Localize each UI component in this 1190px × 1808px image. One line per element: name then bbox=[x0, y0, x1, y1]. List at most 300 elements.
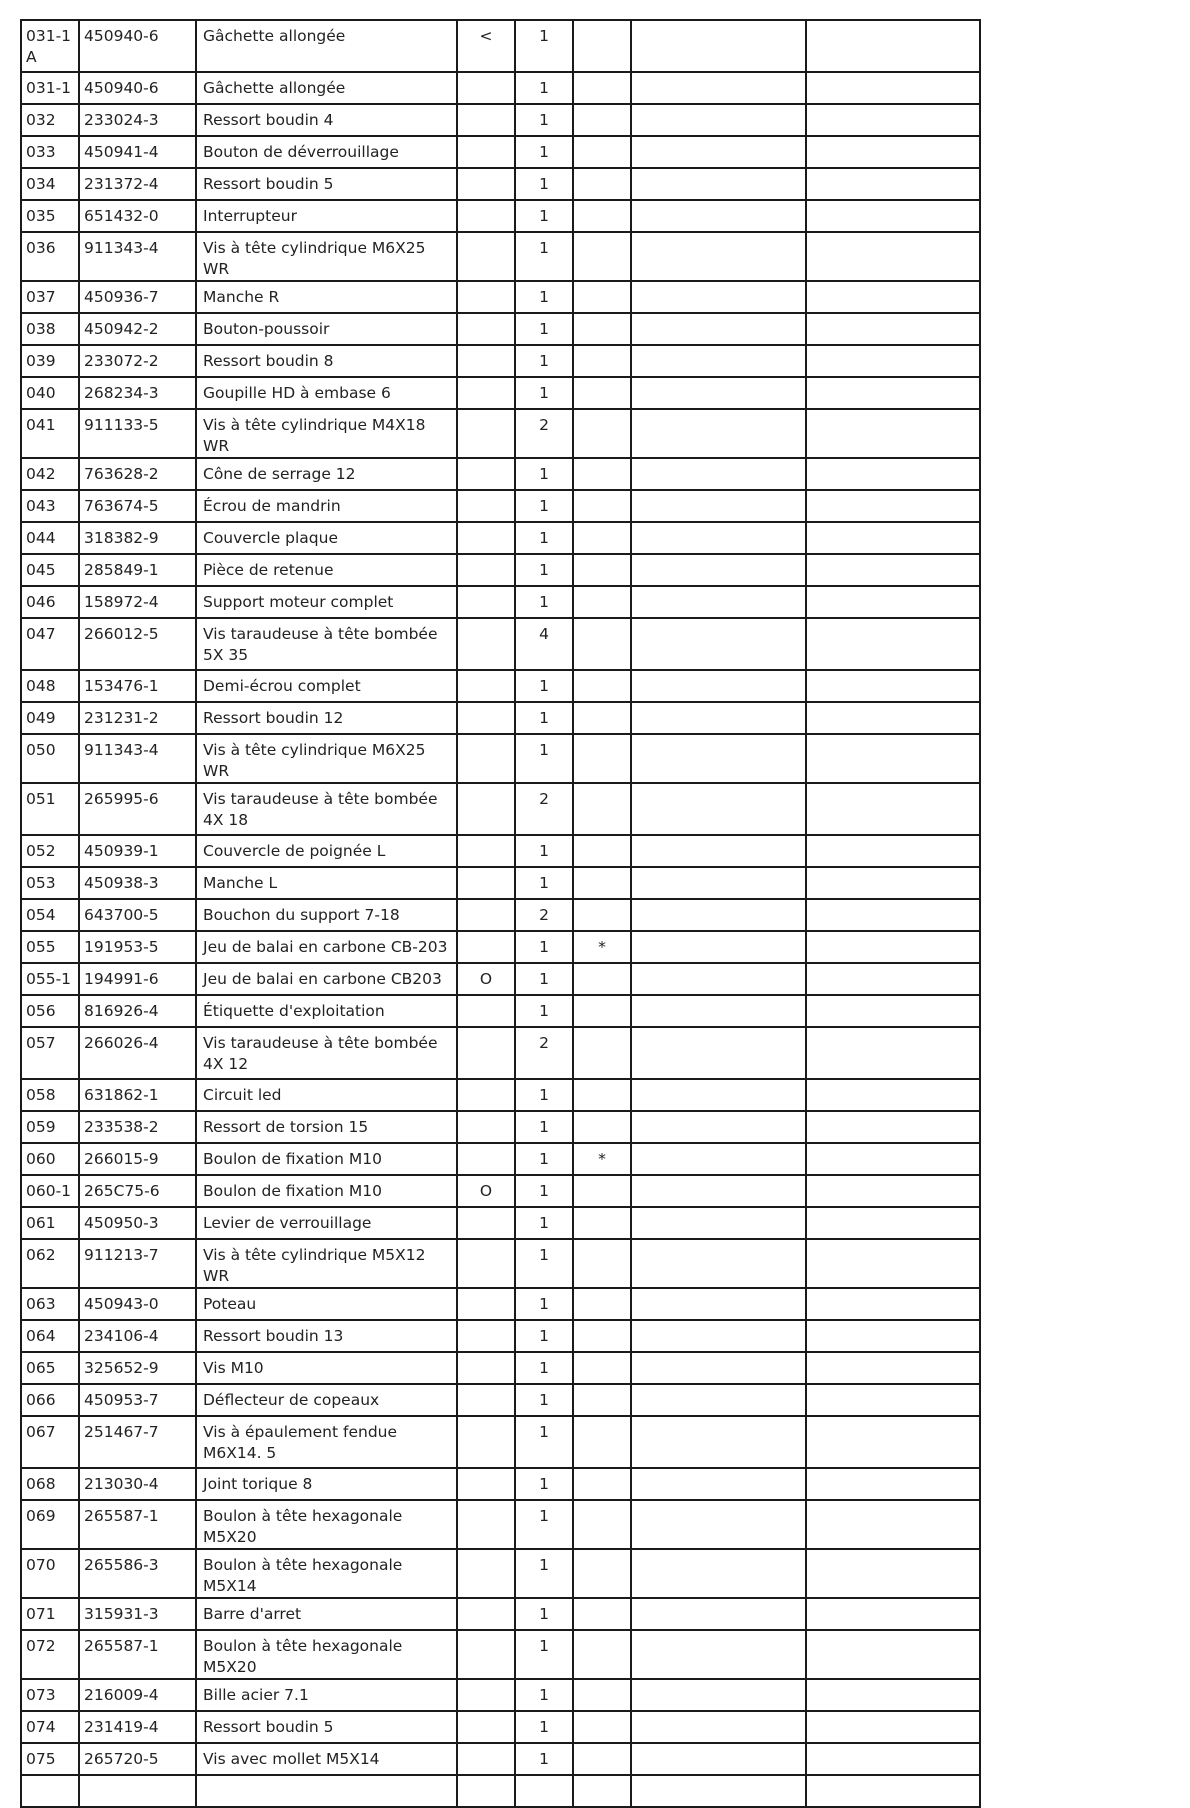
blank-cell bbox=[631, 1598, 806, 1630]
marker-cell bbox=[457, 1598, 515, 1630]
note-cell bbox=[573, 20, 631, 72]
quantity-cell: 1 bbox=[515, 200, 573, 232]
blank-cell bbox=[631, 409, 806, 458]
table-row bbox=[21, 232, 980, 281]
item-number-cell: 066 bbox=[21, 1384, 79, 1416]
table-row bbox=[21, 409, 980, 458]
table-row bbox=[21, 995, 980, 1027]
quantity-cell: 1 bbox=[515, 931, 573, 963]
item-number-cell: 056 bbox=[21, 995, 79, 1027]
table-row bbox=[21, 670, 980, 702]
blank-cell bbox=[806, 835, 980, 867]
description-cell: Boulon à tête hexagonale M5X20 bbox=[196, 1630, 457, 1679]
item-number-cell: 062 bbox=[21, 1239, 79, 1288]
blank-cell bbox=[631, 783, 806, 835]
blank-cell bbox=[806, 1500, 980, 1549]
marker-cell bbox=[457, 1207, 515, 1239]
blank-cell bbox=[806, 1630, 980, 1679]
note-cell bbox=[573, 670, 631, 702]
blank-cell bbox=[631, 281, 806, 313]
quantity-cell: 2 bbox=[515, 783, 573, 835]
note-cell bbox=[573, 995, 631, 1027]
table-row bbox=[21, 963, 980, 995]
part-number-cell: 763628-2 bbox=[79, 458, 196, 490]
blank-cell bbox=[806, 20, 980, 72]
table-row bbox=[21, 522, 980, 554]
description-cell: Manche L bbox=[196, 867, 457, 899]
quantity-cell: 1 bbox=[515, 104, 573, 136]
marker-cell bbox=[457, 931, 515, 963]
marker-cell bbox=[457, 586, 515, 618]
table-row bbox=[21, 1239, 980, 1288]
item-number-cell: 045 bbox=[21, 554, 79, 586]
description-cell bbox=[196, 1775, 457, 1807]
part-number-cell bbox=[79, 1775, 196, 1807]
part-number-cell: 213030-4 bbox=[79, 1468, 196, 1500]
quantity-cell: 1 bbox=[515, 136, 573, 168]
quantity-cell: 1 bbox=[515, 1079, 573, 1111]
blank-cell bbox=[631, 586, 806, 618]
marker-cell bbox=[457, 281, 515, 313]
table-row bbox=[21, 1175, 980, 1207]
blank-cell bbox=[806, 1175, 980, 1207]
blank-cell bbox=[631, 1207, 806, 1239]
marker-cell bbox=[457, 458, 515, 490]
item-number-cell: 055-1 bbox=[21, 963, 79, 995]
blank-cell bbox=[806, 1711, 980, 1743]
part-number-cell: 450936-7 bbox=[79, 281, 196, 313]
blank-cell bbox=[806, 377, 980, 409]
note-cell bbox=[573, 835, 631, 867]
marker-cell bbox=[457, 345, 515, 377]
part-number-cell: 194991-6 bbox=[79, 963, 196, 995]
table-row bbox=[21, 931, 980, 963]
table-row bbox=[21, 1111, 980, 1143]
marker-cell bbox=[457, 835, 515, 867]
parts-table bbox=[20, 19, 981, 1808]
note-cell bbox=[573, 281, 631, 313]
table-row bbox=[21, 618, 980, 670]
marker-cell bbox=[457, 1352, 515, 1384]
blank-cell bbox=[631, 136, 806, 168]
note-cell bbox=[573, 1743, 631, 1775]
blank-cell bbox=[631, 670, 806, 702]
part-number-cell: 911213-7 bbox=[79, 1239, 196, 1288]
part-number-cell: 631862-1 bbox=[79, 1079, 196, 1111]
note-cell bbox=[573, 1207, 631, 1239]
item-number-cell: 050 bbox=[21, 734, 79, 783]
blank-cell bbox=[806, 931, 980, 963]
note-cell bbox=[573, 554, 631, 586]
blank-cell bbox=[631, 1549, 806, 1598]
marker-cell bbox=[457, 1630, 515, 1679]
quantity-cell: 1 bbox=[515, 1468, 573, 1500]
table-row bbox=[21, 1207, 980, 1239]
note-cell bbox=[573, 783, 631, 835]
item-number-cell: 068 bbox=[21, 1468, 79, 1500]
description-cell: Vis taraudeuse à tête bombée 4X 18 bbox=[196, 783, 457, 835]
blank-cell bbox=[806, 963, 980, 995]
quantity-cell: 1 bbox=[515, 168, 573, 200]
blank-cell bbox=[806, 783, 980, 835]
item-number-cell: 058 bbox=[21, 1079, 79, 1111]
note-cell bbox=[573, 345, 631, 377]
part-number-cell: 911133-5 bbox=[79, 409, 196, 458]
marker-cell bbox=[457, 1775, 515, 1807]
blank-cell bbox=[631, 1384, 806, 1416]
table-row bbox=[21, 345, 980, 377]
note-cell bbox=[573, 1500, 631, 1549]
blank-cell bbox=[631, 734, 806, 783]
blank-cell bbox=[631, 1711, 806, 1743]
marker-cell bbox=[457, 1711, 515, 1743]
note-cell bbox=[573, 899, 631, 931]
blank-cell bbox=[806, 1775, 980, 1807]
blank-cell bbox=[806, 281, 980, 313]
blank-cell bbox=[631, 377, 806, 409]
blank-cell bbox=[631, 20, 806, 72]
description-cell: Vis à tête cylindrique M5X12 WR bbox=[196, 1239, 457, 1288]
marker-cell bbox=[457, 618, 515, 670]
marker-cell bbox=[457, 670, 515, 702]
marker-cell: O bbox=[457, 963, 515, 995]
table-row bbox=[21, 281, 980, 313]
part-number-cell: 265720-5 bbox=[79, 1743, 196, 1775]
description-cell: Bille acier 7.1 bbox=[196, 1679, 457, 1711]
marker-cell bbox=[457, 1549, 515, 1598]
table-row bbox=[21, 377, 980, 409]
quantity-cell: 1 bbox=[515, 1711, 573, 1743]
part-number-cell: 450940-6 bbox=[79, 72, 196, 104]
part-number-cell: 234106-4 bbox=[79, 1320, 196, 1352]
note-cell bbox=[573, 313, 631, 345]
blank-cell bbox=[631, 1143, 806, 1175]
item-number-cell: 073 bbox=[21, 1679, 79, 1711]
description-cell: Ressort boudin 5 bbox=[196, 1711, 457, 1743]
table-row bbox=[21, 168, 980, 200]
quantity-cell: 1 bbox=[515, 1175, 573, 1207]
blank-cell bbox=[631, 345, 806, 377]
note-cell bbox=[573, 72, 631, 104]
note-cell bbox=[573, 1079, 631, 1111]
part-number-cell: 763674-5 bbox=[79, 490, 196, 522]
description-cell: Jeu de balai en carbone CB-203 bbox=[196, 931, 457, 963]
blank-cell bbox=[806, 1320, 980, 1352]
description-cell: Bouton-poussoir bbox=[196, 313, 457, 345]
part-number-cell: 816926-4 bbox=[79, 995, 196, 1027]
part-number-cell: 158972-4 bbox=[79, 586, 196, 618]
marker-cell bbox=[457, 1239, 515, 1288]
blank-cell bbox=[806, 1143, 980, 1175]
note-cell bbox=[573, 200, 631, 232]
item-number-cell: 036 bbox=[21, 232, 79, 281]
note-cell bbox=[573, 458, 631, 490]
marker-cell bbox=[457, 1500, 515, 1549]
item-number-cell: 061 bbox=[21, 1207, 79, 1239]
part-number-cell: 315931-3 bbox=[79, 1598, 196, 1630]
blank-cell bbox=[631, 1352, 806, 1384]
table-row bbox=[21, 136, 980, 168]
note-cell bbox=[573, 867, 631, 899]
table-row bbox=[21, 104, 980, 136]
blank-cell bbox=[631, 1175, 806, 1207]
marker-cell bbox=[457, 783, 515, 835]
note-cell bbox=[573, 586, 631, 618]
item-number-cell: 069 bbox=[21, 1500, 79, 1549]
table-row bbox=[21, 783, 980, 835]
table-row bbox=[21, 313, 980, 345]
blank-cell bbox=[806, 1679, 980, 1711]
part-number-cell: 265C75-6 bbox=[79, 1175, 196, 1207]
part-number-cell: 268234-3 bbox=[79, 377, 196, 409]
blank-cell bbox=[631, 1416, 806, 1468]
note-cell bbox=[573, 104, 631, 136]
part-number-cell: 265587-1 bbox=[79, 1500, 196, 1549]
marker-cell bbox=[457, 1679, 515, 1711]
description-cell: Couvercle de poignée L bbox=[196, 835, 457, 867]
table-row bbox=[21, 586, 980, 618]
table-row bbox=[21, 1143, 980, 1175]
item-number-cell: 031-1 bbox=[21, 72, 79, 104]
item-number-cell: 038 bbox=[21, 313, 79, 345]
quantity-cell: 1 bbox=[515, 345, 573, 377]
quantity-cell: 1 bbox=[515, 1384, 573, 1416]
note-cell bbox=[573, 1175, 631, 1207]
blank-cell bbox=[631, 1320, 806, 1352]
note-cell bbox=[573, 377, 631, 409]
part-number-cell: 643700-5 bbox=[79, 899, 196, 931]
note-cell bbox=[573, 1679, 631, 1711]
table-row bbox=[21, 702, 980, 734]
note-cell bbox=[573, 1598, 631, 1630]
quantity-cell: 2 bbox=[515, 1027, 573, 1079]
description-cell: Boulon de fixation M10 bbox=[196, 1143, 457, 1175]
part-number-cell: 153476-1 bbox=[79, 670, 196, 702]
quantity-cell: 1 bbox=[515, 377, 573, 409]
description-cell: Boulon à tête hexagonale M5X14 bbox=[196, 1549, 457, 1598]
table-row bbox=[21, 1027, 980, 1079]
part-number-cell: 231231-2 bbox=[79, 702, 196, 734]
description-cell: Ressort boudin 4 bbox=[196, 104, 457, 136]
description-cell: Ressort boudin 5 bbox=[196, 168, 457, 200]
part-number-cell: 450950-3 bbox=[79, 1207, 196, 1239]
description-cell: Ressort de torsion 15 bbox=[196, 1111, 457, 1143]
item-number-cell: 072 bbox=[21, 1630, 79, 1679]
blank-cell bbox=[806, 618, 980, 670]
note-cell: * bbox=[573, 1143, 631, 1175]
blank-cell bbox=[806, 522, 980, 554]
blank-cell bbox=[806, 1239, 980, 1288]
blank-cell bbox=[806, 1468, 980, 1500]
item-number-cell bbox=[21, 1775, 79, 1807]
table-row bbox=[21, 490, 980, 522]
marker-cell bbox=[457, 168, 515, 200]
quantity-cell: 1 bbox=[515, 1207, 573, 1239]
blank-cell bbox=[806, 995, 980, 1027]
blank-cell bbox=[806, 1111, 980, 1143]
note-cell bbox=[573, 409, 631, 458]
description-cell: Barre d'arret bbox=[196, 1598, 457, 1630]
blank-cell bbox=[631, 458, 806, 490]
marker-cell bbox=[457, 1288, 515, 1320]
part-number-cell: 191953-5 bbox=[79, 931, 196, 963]
note-cell bbox=[573, 1775, 631, 1807]
item-number-cell: 052 bbox=[21, 835, 79, 867]
blank-cell bbox=[631, 1027, 806, 1079]
quantity-cell: 1 bbox=[515, 490, 573, 522]
item-number-cell: 031-1 A bbox=[21, 20, 79, 72]
table-row bbox=[21, 1384, 980, 1416]
blank-cell bbox=[631, 232, 806, 281]
description-cell: Gâchette allongée bbox=[196, 72, 457, 104]
quantity-cell: 1 bbox=[515, 1239, 573, 1288]
quantity-cell: 1 bbox=[515, 1549, 573, 1598]
part-number-cell: 265586-3 bbox=[79, 1549, 196, 1598]
part-number-cell: 450940-6 bbox=[79, 20, 196, 72]
table-row bbox=[21, 20, 980, 72]
quantity-cell: 1 bbox=[515, 554, 573, 586]
description-cell: Circuit led bbox=[196, 1079, 457, 1111]
quantity-cell: 1 bbox=[515, 522, 573, 554]
part-number-cell: 285849-1 bbox=[79, 554, 196, 586]
description-cell: Bouchon du support 7-18 bbox=[196, 899, 457, 931]
item-number-cell: 059 bbox=[21, 1111, 79, 1143]
table-row bbox=[21, 1288, 980, 1320]
note-cell bbox=[573, 168, 631, 200]
item-number-cell: 071 bbox=[21, 1598, 79, 1630]
marker-cell bbox=[457, 867, 515, 899]
part-number-cell: 450953-7 bbox=[79, 1384, 196, 1416]
item-number-cell: 032 bbox=[21, 104, 79, 136]
table-row bbox=[21, 1775, 980, 1807]
item-number-cell: 041 bbox=[21, 409, 79, 458]
item-number-cell: 065 bbox=[21, 1352, 79, 1384]
blank-cell bbox=[806, 1027, 980, 1079]
blank-cell bbox=[631, 995, 806, 1027]
blank-cell bbox=[806, 734, 980, 783]
description-cell: Vis à tête cylindrique M6X25 WR bbox=[196, 232, 457, 281]
blank-cell bbox=[806, 867, 980, 899]
blank-cell bbox=[631, 1468, 806, 1500]
description-cell: Joint torique 8 bbox=[196, 1468, 457, 1500]
table-row bbox=[21, 1352, 980, 1384]
item-number-cell: 057 bbox=[21, 1027, 79, 1079]
description-cell: Ressort boudin 8 bbox=[196, 345, 457, 377]
description-cell: Boulon à tête hexagonale M5X20 bbox=[196, 1500, 457, 1549]
description-cell: Pièce de retenue bbox=[196, 554, 457, 586]
blank-cell bbox=[631, 1743, 806, 1775]
description-cell: Levier de verrouillage bbox=[196, 1207, 457, 1239]
marker-cell bbox=[457, 1468, 515, 1500]
blank-cell bbox=[631, 931, 806, 963]
table-row bbox=[21, 554, 980, 586]
blank-cell bbox=[631, 490, 806, 522]
note-cell bbox=[573, 1416, 631, 1468]
item-number-cell: 055 bbox=[21, 931, 79, 963]
part-number-cell: 450943-0 bbox=[79, 1288, 196, 1320]
table-row bbox=[21, 1598, 980, 1630]
item-number-cell: 044 bbox=[21, 522, 79, 554]
part-number-cell: 450938-3 bbox=[79, 867, 196, 899]
description-cell: Déflecteur de copeaux bbox=[196, 1384, 457, 1416]
blank-cell bbox=[631, 1500, 806, 1549]
blank-cell bbox=[806, 1598, 980, 1630]
description-cell: Vis M10 bbox=[196, 1352, 457, 1384]
part-number-cell: 233024-3 bbox=[79, 104, 196, 136]
blank-cell bbox=[806, 200, 980, 232]
marker-cell bbox=[457, 702, 515, 734]
blank-cell bbox=[631, 1239, 806, 1288]
item-number-cell: 043 bbox=[21, 490, 79, 522]
quantity-cell: 1 bbox=[515, 1352, 573, 1384]
marker-cell bbox=[457, 995, 515, 1027]
description-cell: Vis à épaulement fendue M6X14. 5 bbox=[196, 1416, 457, 1468]
marker-cell bbox=[457, 1111, 515, 1143]
blank-cell bbox=[806, 899, 980, 931]
blank-cell bbox=[806, 1352, 980, 1384]
item-number-cell: 054 bbox=[21, 899, 79, 931]
blank-cell bbox=[806, 1416, 980, 1468]
part-number-cell: 266015-9 bbox=[79, 1143, 196, 1175]
description-cell: Écrou de mandrin bbox=[196, 490, 457, 522]
note-cell bbox=[573, 1711, 631, 1743]
blank-cell bbox=[806, 104, 980, 136]
quantity-cell: 1 bbox=[515, 835, 573, 867]
description-cell: Support moteur complet bbox=[196, 586, 457, 618]
part-number-cell: 450942-2 bbox=[79, 313, 196, 345]
quantity-cell bbox=[515, 1775, 573, 1807]
blank-cell bbox=[631, 554, 806, 586]
blank-cell bbox=[631, 168, 806, 200]
part-number-cell: 265587-1 bbox=[79, 1630, 196, 1679]
note-cell bbox=[573, 734, 631, 783]
part-number-cell: 231372-4 bbox=[79, 168, 196, 200]
note-cell bbox=[573, 490, 631, 522]
part-number-cell: 450941-4 bbox=[79, 136, 196, 168]
blank-cell bbox=[806, 1549, 980, 1598]
item-number-cell: 070 bbox=[21, 1549, 79, 1598]
marker-cell bbox=[457, 490, 515, 522]
item-number-cell: 047 bbox=[21, 618, 79, 670]
item-number-cell: 040 bbox=[21, 377, 79, 409]
description-cell: Jeu de balai en carbone CB203 bbox=[196, 963, 457, 995]
item-number-cell: 051 bbox=[21, 783, 79, 835]
note-cell bbox=[573, 522, 631, 554]
item-number-cell: 046 bbox=[21, 586, 79, 618]
blank-cell bbox=[806, 458, 980, 490]
quantity-cell: 1 bbox=[515, 1320, 573, 1352]
table-row bbox=[21, 1416, 980, 1468]
table-row bbox=[21, 1079, 980, 1111]
description-cell: Goupille HD à embase 6 bbox=[196, 377, 457, 409]
item-number-cell: 053 bbox=[21, 867, 79, 899]
quantity-cell: 1 bbox=[515, 1288, 573, 1320]
quantity-cell: 1 bbox=[515, 1143, 573, 1175]
quantity-cell: 1 bbox=[515, 1416, 573, 1468]
item-number-cell: 049 bbox=[21, 702, 79, 734]
part-number-cell: 450939-1 bbox=[79, 835, 196, 867]
note-cell: * bbox=[573, 931, 631, 963]
table-row bbox=[21, 1743, 980, 1775]
blank-cell bbox=[806, 1207, 980, 1239]
table-row bbox=[21, 458, 980, 490]
quantity-cell: 1 bbox=[515, 734, 573, 783]
part-number-cell: 216009-4 bbox=[79, 1679, 196, 1711]
part-number-cell: 265995-6 bbox=[79, 783, 196, 835]
table-row bbox=[21, 200, 980, 232]
part-number-cell: 318382-9 bbox=[79, 522, 196, 554]
blank-cell bbox=[806, 670, 980, 702]
